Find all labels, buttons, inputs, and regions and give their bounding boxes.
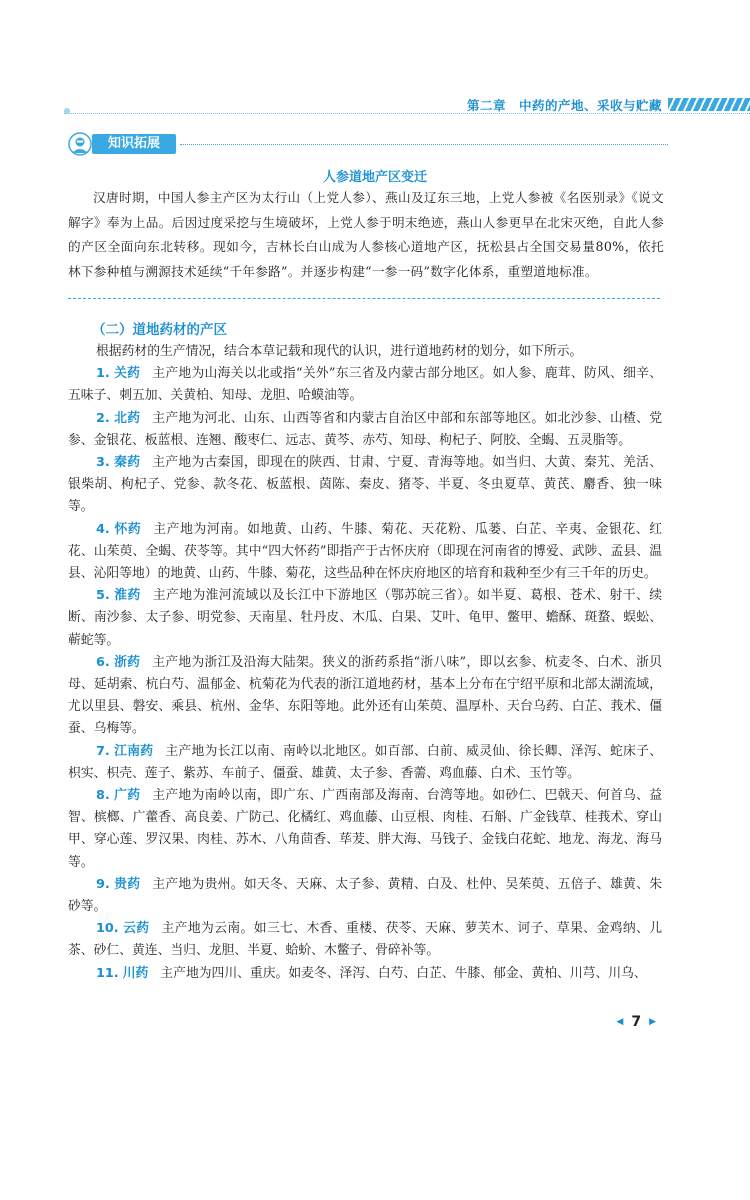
region-item [68, 785, 662, 874]
region-item [68, 741, 662, 785]
section-title: （二）道地药材的产区 [92, 322, 227, 338]
item-description: 主产地为古秦国，即现在的陕西、甘肃、宁夏、青海等地。如当归、大黄、秦艽、羌活、银柴胡、枸杞子、党参、款冬花、板蓝根、茵陈、秦皮、猪苓、半夏、冬虫夏草、黄芪、麝香、独一味等。 [68, 455, 663, 515]
region-item [68, 408, 662, 452]
region-item [68, 585, 662, 652]
region-item [68, 918, 662, 962]
item-region-name: 北药 [114, 410, 141, 426]
knowledge-body [68, 186, 664, 284]
knowledge-header-dotline [180, 144, 668, 145]
item-region-name: 浙药 [114, 654, 141, 670]
page-number-area [616, 1014, 656, 1030]
item-number: 10. [96, 921, 119, 937]
region-item [68, 874, 662, 918]
knowledge-box-header [68, 132, 668, 156]
item-description: 主产地为淮河流域以及长江中下游地区（鄂苏皖三省）。如半夏、葛根、苍术、射干、续断、南沙参、太子参、明党参、天南星、牡丹皮、木瓜、白果、艾叶、龟甲、鳖甲、蟾酥、斑蝥、蜈蚣、蕲蛇等。 [68, 588, 662, 648]
item-region-name: 川药 [122, 965, 149, 981]
knowledge-box-bottom-border [68, 298, 660, 299]
item-number: 9. [96, 876, 110, 892]
item-number: 5. [96, 588, 110, 604]
item-number: 4. [96, 521, 110, 537]
knowledge-paragraph: 汉唐时期，中国人参主产区为太行山（上党人参）、燕山及辽东三地，上党人参被《名医别录》《说文解字》奉为上品。后因过度采挖与生境破坏，上党人参于明末绝迹，燕山人参更早在北宋灭绝，自此人参的产区全面向东北转移。现如今，吉林长白山成为人参核心道地产区，抚松县占全国交易量80%，依托林下参种植与溯源技术延续“千年参路”。并逐步构建“一参一码”数字化体系，重塑道地标准。 [68, 190, 664, 279]
page-number: 7 [631, 1014, 642, 1030]
header-stripe-decoration [668, 98, 750, 111]
item-description: 主产地为河南。如地黄、山药、牛膝、菊花、天花粉、瓜蒌、白芷、辛夷、金银花、红花、山茱萸、全蝎、茯苓等。其中“四大怀药”即指产于古怀庆府（即现在河南省的博爱、武陟、孟县、温县、沁阳等地）的地黄、山药、牛膝、菊花，这些品种在怀庆府地区的培育和栽种至少有三千年的历史。 [68, 521, 663, 582]
header-dot [64, 108, 70, 114]
item-number: 6. [96, 654, 110, 670]
item-description: 主产地为云南。如三七、木香、重楼、茯苓、天麻、萝芙木、诃子、草果、金鸡纳、儿茶、砂仁、黄连、当归、龙胆、半夏、蛤蚧、木鳖子、骨碎补等。 [68, 921, 663, 959]
item-region-name: 怀药 [114, 521, 142, 537]
region-item [68, 963, 662, 985]
item-description: 主产地为河北、山东、山西等省和内蒙古自治区中部和东部等地区。如北沙参、山楂、党参、金银花、板蓝根、连翘、酸枣仁、远志、黄芩、赤芍、知母、枸杞子、阿胶、全蝎、五灵脂等。 [68, 410, 663, 448]
item-description: 主产地为山海关以北或指“关外”东三省及内蒙古部分地区。如人参、鹿茸、防风、细辛、五味子、刺五加、关黄柏、知母、龙胆、哈蟆油等。 [68, 366, 663, 404]
item-number: 2. [96, 410, 110, 426]
item-number: 11. [96, 965, 119, 981]
region-item [68, 652, 662, 741]
item-region-name: 淮药 [114, 588, 141, 604]
item-number: 8. [96, 788, 110, 804]
section-intro: 根据药材的生产情况，结合本草记载和现代的认识，进行道地药材的划分，如下所示。 [96, 344, 583, 359]
knowledge-label: 知识拓展 [92, 134, 176, 154]
section-content [68, 341, 662, 985]
item-description: 主产地为贵州。如天冬、天麻、太子参、黄精、白及、杜仲、吴茱萸、五倍子、雄黄、朱砂等。 [68, 876, 663, 915]
chapter-title: 第二章 中药的产地、采收与贮藏 [466, 98, 662, 113]
item-description: 主产地为南岭以南，即广东、广西南部及海南、台湾等地。如砂仁、巴戟天、何首乌、益智、槟榔、广藿香、高良姜、广防己、化橘红、鸡血藤、山豆根、肉桂、石斛、广金钱草、桂莪术、穿山甲、穿心莲、罗汉果、肉桂、苏木、八角茴香、荜茇、胖大海、马钱子、金钱白花蛇、地龙、海龙、海马等。 [68, 788, 663, 870]
item-number: 3. [96, 455, 110, 471]
knowledge-title: 人参道地产区变迁 [322, 170, 427, 185]
region-item [68, 363, 662, 407]
prev-arrow-icon: ◀ [616, 1017, 624, 1027]
running-header [64, 96, 750, 114]
item-region-name: 关药 [114, 366, 141, 382]
item-region-name: 广药 [114, 788, 141, 804]
item-description: 主产地为四川、重庆。如麦冬、泽泻、白芍、白芷、牛膝、郁金、黄柏、川芎、川乌、 [160, 965, 647, 981]
region-item [68, 452, 662, 519]
item-description: 主产地为浙江及沿海大陆架。狭义的浙药系指“浙八味”，即以玄参、杭麦冬、白术、浙贝母、延胡索、杭白芍、温郁金、杭菊花为代表的浙江道地药材，基本上分布在宁绍平原和北部太湖流域，尤以里县、磐安、乘县、杭州、金华、东阳等地。此外还有山茱萸、温厚朴、天台乌药、白芷、莪术、僵蚕、乌梅等。 [68, 654, 663, 737]
item-description: 主产地为长江以南、南岭以北地区。如百部、白前、威灵仙、徐长卿、泽泻、蛇床子、枳实、枳壳、莲子、紫苏、车前子、僵蚕、雄黄、太子参、香薷、鸡血藤、白术、玉竹等。 [68, 743, 663, 781]
item-number: 7. [96, 743, 110, 759]
item-region-name: 贵药 [114, 876, 141, 892]
item-region-name: 秦药 [114, 455, 141, 471]
region-item [68, 519, 662, 586]
item-region-name: 云药 [123, 921, 150, 937]
next-arrow-icon: ▶ [649, 1017, 656, 1027]
item-region-name: 江南药 [114, 743, 154, 759]
item-number: 1. [96, 366, 110, 382]
